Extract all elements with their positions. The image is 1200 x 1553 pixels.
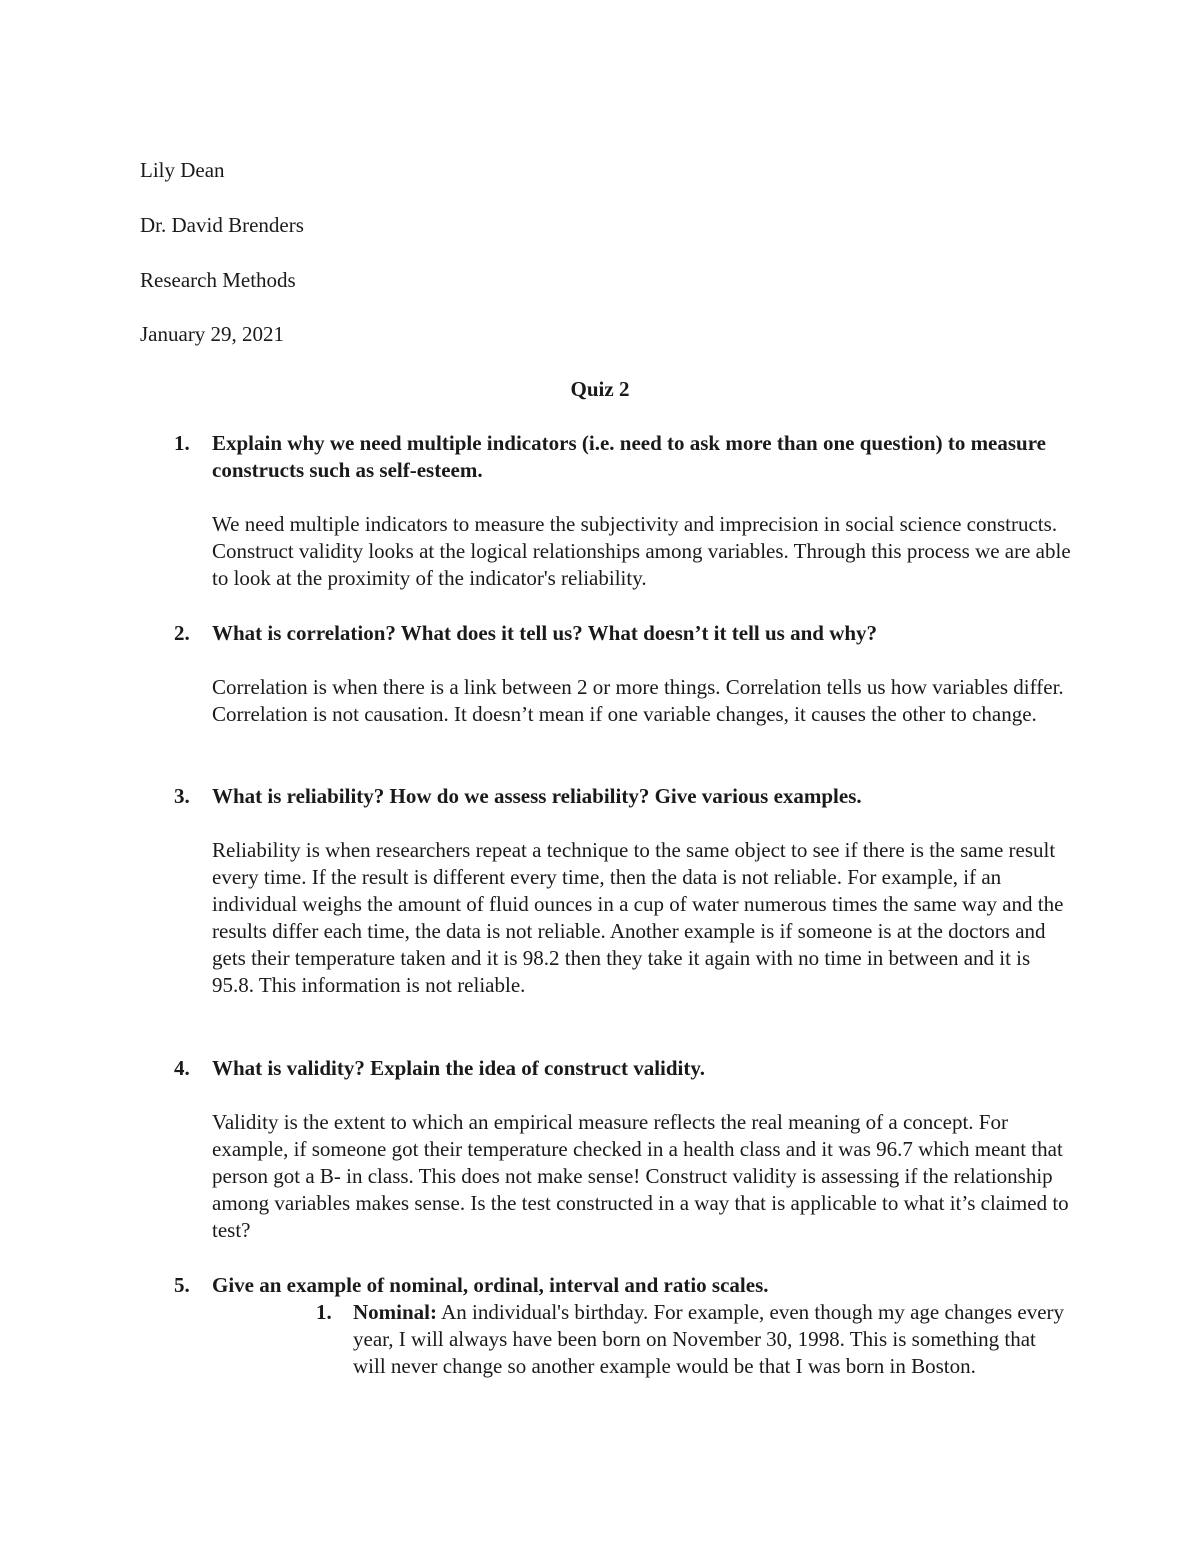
sub-item-text (353, 1299, 1073, 1380)
document-date: January 29, 2021 (140, 322, 285, 346)
sub-item-label: Nominal: (353, 1300, 437, 1324)
page-title: Quiz 2 (570, 377, 630, 401)
question-text: What is validity? Explain the idea of construct validity. (212, 1056, 705, 1080)
course-name: Research Methods (140, 268, 296, 292)
question-number: 2. (174, 621, 190, 645)
answer-1: We need multiple indicators to measure the subjectivity and imprecision in social science constructs. Construct validity looks at the logical relationships among variables. Through this process we are able to look at the proximity of the indicator's reliability. (212, 512, 1071, 590)
answer-4: Validity is the extent to which an empirical measure reflects the real meaning of a concept. For example, if someone got their temperature checked in a health class and it was 96.7 which meant that person got a B- in class. This does not make sense! Construct validity is assessing if the relationship among variables makes sense. Is the test constructed in a way that is applicable to what it’s claimed to test? (212, 1110, 1069, 1242)
question-text: What is correlation? What does it tell us? What doesn’t it tell us and why? (212, 621, 878, 645)
answer-2: Correlation is when there is a link between 2 or more things. Correlation tells us how variables differ. Correlation is not causation. It doesn’t mean if one variable changes, it causes the other to change. (212, 675, 1064, 726)
question-number: 3. (174, 784, 190, 808)
sub-item-number: 1. (316, 1300, 332, 1324)
question-text: Give an example of nominal, ordinal, interval and ratio scales. (212, 1273, 769, 1297)
student-name: Lily Dean (140, 158, 225, 182)
question-number: 4. (174, 1056, 190, 1080)
question-text: What is reliability? How do we assess reliability? Give various examples. (212, 784, 862, 808)
instructor-name: Dr. David Brenders (140, 213, 304, 237)
answer-3: Reliability is when researchers repeat a technique to the same object to see if there is the same result every time. If the result is different every time, then the data is not reliable. For example, if an individual weighs the amount of fluid ounces in a cup of water numerous times the same way and the results differ each time, the data is not reliable. Another example is if someone is at the doctors and gets their temperature taken and it is 98.2 then they take it again with no time in between and it is 95.8. This information is not reliable. (212, 838, 1064, 997)
question-number: 1. (174, 431, 190, 455)
question-text: Explain why we need multiple indicators (i.e. need to ask more than one question) to measure constructs such as self-esteem. (212, 431, 1046, 482)
question-number: 5. (174, 1273, 190, 1297)
sub-item-body: An individual's birthday. For example, even though my age changes every year, I will always have been born on November 30, 1998. This is something that will never change so another example would be that I was born in Boston. (353, 1300, 1065, 1378)
